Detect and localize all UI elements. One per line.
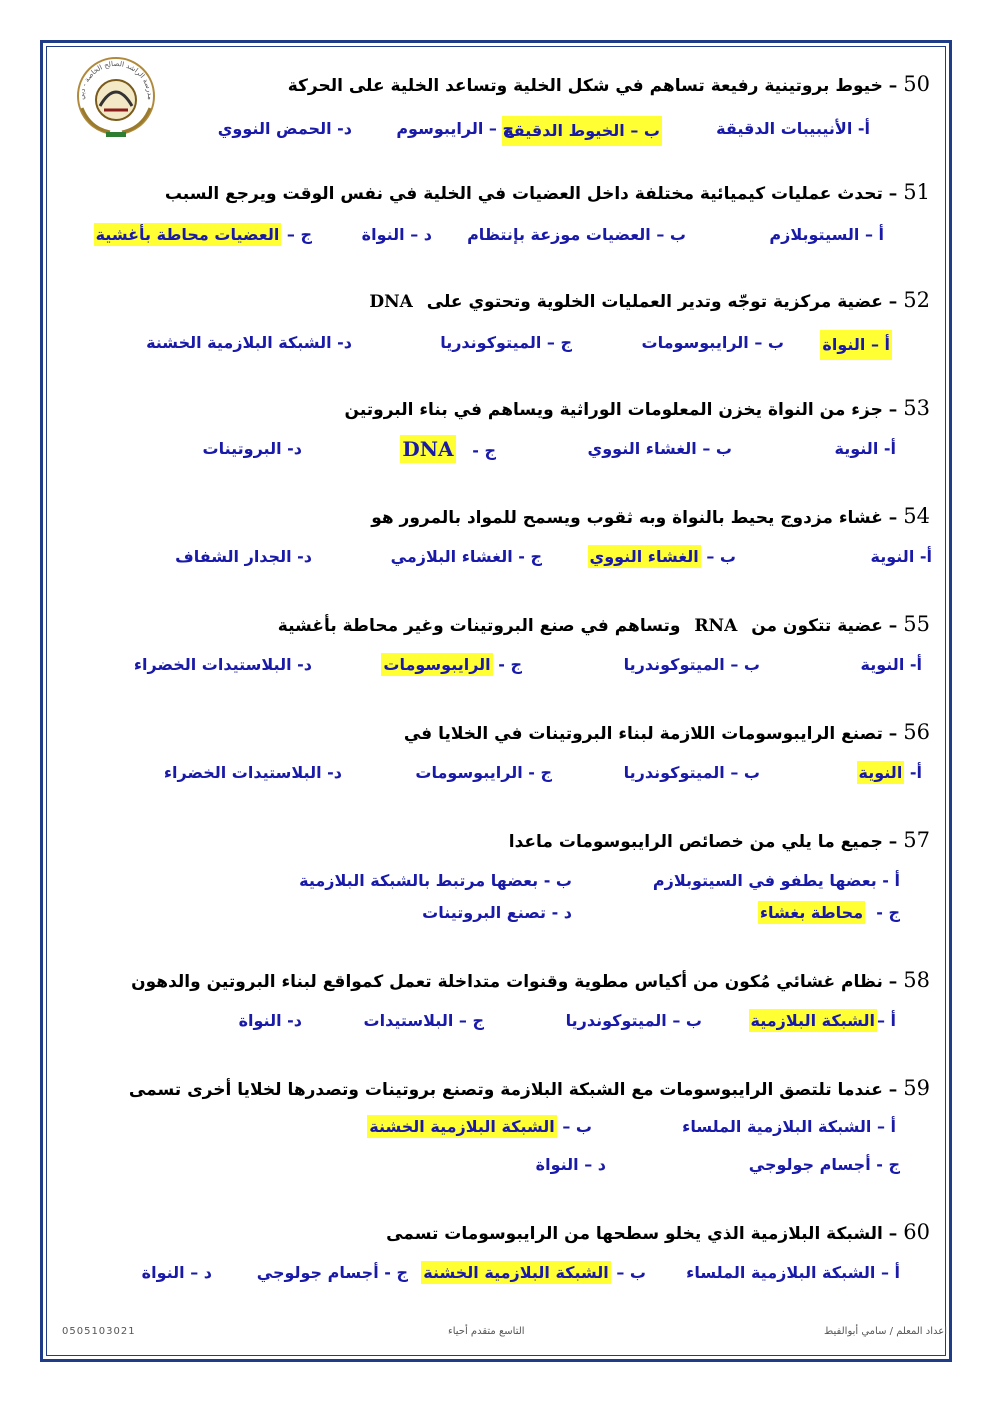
option-d[interactable]: د- الشبكة البلازمية الخشنة: [146, 333, 352, 352]
option-c[interactable]: ج - الرايبوسومات: [383, 655, 522, 674]
question-number: 58: [903, 968, 930, 992]
question-52: 52– عضية مركزية توجّه وتدير العمليات الخلوية وتحتوي على DNA: [369, 288, 930, 312]
question-number: 52: [903, 288, 930, 312]
footer-phone: 0505103021: [62, 1326, 136, 1337]
option-d[interactable]: د- البلاستيدات الخضراء: [133, 655, 312, 674]
option-b[interactable]: ب – الميتوكوندريا: [623, 655, 760, 674]
question-51: 51– تحدث عمليات كيميائية مختلفة داخل العضيات في الخلية في نفس الوقت ويرجع السبب: [164, 180, 930, 204]
options-58: [0, 1008, 992, 1038]
question-text-end: وتساهم في صنع البروتينات وغير محاطة بأغشية: [277, 616, 681, 636]
option-a[interactable]: أ – الشبكة البلازمية الملساء: [682, 1117, 896, 1136]
options-57-row1: [0, 868, 992, 898]
option-a[interactable]: أ – الشبكة البلازمية الملساء: [686, 1263, 900, 1282]
option-b[interactable]: ب – الرايبوسومات: [641, 333, 784, 352]
question-text: تحدث عمليات كيميائية مختلفة داخل العضيات في الخلية في نفس الوقت ويرجع السبب: [164, 184, 883, 204]
answer-highlight: الغشاء النووي: [589, 547, 699, 566]
footer-course: التاسع متقدم أحياء: [448, 1326, 525, 1337]
question-number: 53: [903, 396, 930, 420]
option-c[interactable]: ج - أجسام جولوجي: [748, 1155, 900, 1174]
answer-highlight: الشبكة البلازمية الخشنة: [369, 1117, 555, 1136]
question-59: 59– عندما تلتصق الرايبوسومات مع الشبكة البلازمة وتصنع بروتينات وتصدرها لخلايا أخرى تسمى: [128, 1076, 930, 1100]
option-c[interactable]: ج – العضيات محاطة بأغشية: [95, 225, 312, 244]
question-number: 59: [903, 1076, 930, 1100]
question-text: غشاء مزدوج يحيط بالنواة وبه ثقوب ويسمح للمواد بالمرور هو: [371, 508, 883, 528]
answer-highlight: النوية: [858, 763, 903, 782]
options-53: [0, 436, 992, 466]
option-b[interactable]: ب – الميتوكوندريا: [623, 763, 760, 782]
question-text-start: عضية تتكون من: [751, 616, 883, 636]
option-a[interactable]: أ – النواة: [820, 330, 892, 360]
answer-highlight: محاطة بغشاء: [759, 903, 864, 922]
question-number: 54: [903, 504, 930, 528]
option-c[interactable]: ج - أجسام جولوجي: [256, 1263, 408, 1282]
question-text: خيوط بروتينية رفيعة تساهم في شكل الخلية وتساعد الخلية على الحركة: [287, 76, 883, 96]
question-54: 54– غشاء مزدوج يحيط بالنواة وبه ثقوب ويسمح للمواد بالمرور هو: [371, 504, 930, 528]
option-b[interactable]: ب – العضيات موزعة بإنتظام: [467, 225, 686, 244]
question-text: تصنع الرايبوسومات اللازمة لبناء البروتينات في الخلايا في: [403, 724, 883, 744]
question-50: 50– خيوط بروتينية رفيعة تساهم في شكل الخلية وتساعد الخلية على الحركة: [287, 72, 930, 96]
answer-highlight: DNA: [402, 437, 454, 461]
question-number: 51: [903, 180, 930, 204]
question-text: جزء من النواة يخزن المعلومات الوراثية ويساهم في بناء البروتين: [344, 400, 883, 420]
options-56: [0, 760, 992, 790]
question-number: 55: [903, 612, 930, 636]
option-a[interactable]: أ- النوية: [860, 655, 922, 674]
option-b[interactable]: ب - بعضها مرتبط بالشبكة البلازمية: [299, 871, 572, 890]
options-50: [0, 116, 992, 146]
question-text: الشبكة البلازمية الذي يخلو سطحها من الرايبوسومات تسمى: [386, 1224, 883, 1244]
options-54: [0, 544, 992, 574]
question-55: 55– عضية تتكون من RNA وتساهم في صنع البروتينات وغير محاطة بأغشية: [277, 612, 930, 636]
option-c[interactable]: ج - DNA: [402, 437, 496, 461]
answer-highlight: الشبكة البلازمية الخشنة: [423, 1263, 609, 1282]
option-c[interactable]: ج – الرايبوسوم: [396, 119, 514, 138]
option-b[interactable]: ب – الشبكة البلازمية الخشنة: [369, 1117, 592, 1136]
option-d[interactable]: د – النواة: [361, 225, 432, 244]
options-57-row2: [0, 900, 992, 930]
footer-author: اعداد المعلم / سامي أبوالفيط: [824, 1326, 947, 1337]
option-b[interactable]: ب – الشبكة البلازمية الخشنة: [423, 1263, 646, 1282]
question-number: 50: [903, 72, 930, 96]
option-a[interactable]: أ – السيتوبلازم: [769, 225, 884, 244]
option-c[interactable]: ج – البلاستيدات: [363, 1011, 484, 1030]
option-a[interactable]: أ - بعضها يطفو في السيتوبلازم: [652, 871, 900, 890]
options-52: [0, 330, 992, 360]
option-d[interactable]: د- الحمض النووي: [217, 119, 352, 138]
question-57: 57– جميع ما يلي من خصائص الرايبوسومات ماعدا: [508, 828, 930, 852]
question-text: عندما تلتصق الرايبوسومات مع الشبكة البلازمة وتصنع بروتينات وتصدرها لخلايا أخرى تسمى: [128, 1080, 883, 1100]
option-d[interactable]: د – النواة: [141, 1263, 212, 1282]
option-b[interactable]: ب – الغشاء النووي: [587, 439, 732, 458]
option-b[interactable]: ب – الخيوط الدقيقة: [502, 116, 662, 146]
options-60: [0, 1260, 992, 1290]
options-59-row2: [0, 1152, 992, 1182]
option-d[interactable]: د- البروتينات: [202, 439, 302, 458]
option-c[interactable]: ج - الرايبوسومات: [415, 763, 552, 782]
option-d[interactable]: د- النواة: [238, 1011, 302, 1030]
answer-highlight: الشبكة البلازمية: [750, 1011, 875, 1030]
option-c[interactable]: ج - محاطة بغشاء: [759, 903, 900, 922]
option-d[interactable]: د – النواة: [535, 1155, 606, 1174]
options-59-row1: [0, 1114, 992, 1144]
option-a[interactable]: أ- النوية: [834, 439, 896, 458]
option-c[interactable]: ج - الغشاء البلازمي: [390, 547, 542, 566]
option-d[interactable]: د- الجدار الشفاف: [175, 547, 312, 566]
option-a[interactable]: أ- الأنيبيبات الدقيقة: [716, 119, 870, 138]
school-name: مدرسة الراشد الصالح الخاصة - دبي: [77, 59, 155, 100]
option-b[interactable]: ب – الميتوكوندريا: [565, 1011, 702, 1030]
question-number: 57: [903, 828, 930, 852]
option-a[interactable]: أ- النوية: [858, 763, 922, 782]
option-a[interactable]: أ –الشبكة البلازمية: [750, 1011, 896, 1030]
question-text: عضية مركزية توجّه وتدير العمليات الخلوية وتحتوي على: [426, 292, 883, 312]
option-d[interactable]: د- البلاستيدات الخضراء: [163, 763, 342, 782]
rna-label: RNA: [694, 616, 738, 636]
question-number: 56: [903, 720, 930, 744]
question-56: 56– تصنع الرايبوسومات اللازمة لبناء البروتينات في الخلايا في: [403, 720, 930, 744]
option-c[interactable]: ج – الميتوكوندريا: [440, 333, 572, 352]
answer-highlight: الرايبوسومات: [383, 655, 491, 674]
option-a[interactable]: أ- النوية: [870, 547, 932, 566]
question-text: جميع ما يلي من خصائص الرايبوسومات ماعدا: [508, 832, 883, 852]
dna-label: DNA: [369, 292, 413, 312]
question-text: نظام غشائي مُكون من أكياس مطوية وقنوات متداخلة تعمل كمواقع لبناء البروتين والدهون: [131, 972, 883, 992]
question-53: 53– جزء من النواة يخزن المعلومات الوراثية ويساهم في بناء البروتين: [344, 396, 930, 420]
option-b[interactable]: ب – الغشاء النووي: [589, 547, 736, 566]
options-55: [0, 652, 992, 682]
options-51: [0, 222, 992, 252]
answer-highlight: العضيات محاطة بأغشية: [95, 225, 280, 244]
question-58: 58– نظام غشائي مُكون من أكياس مطوية وقنوات متداخلة تعمل كمواقع لبناء البروتين والدهون: [131, 968, 930, 992]
question-60: 60– الشبكة البلازمية الذي يخلو سطحها من الرايبوسومات تسمى: [386, 1220, 930, 1244]
question-number: 60: [903, 1220, 930, 1244]
option-d[interactable]: د - تصنع البروتينات: [422, 903, 572, 922]
